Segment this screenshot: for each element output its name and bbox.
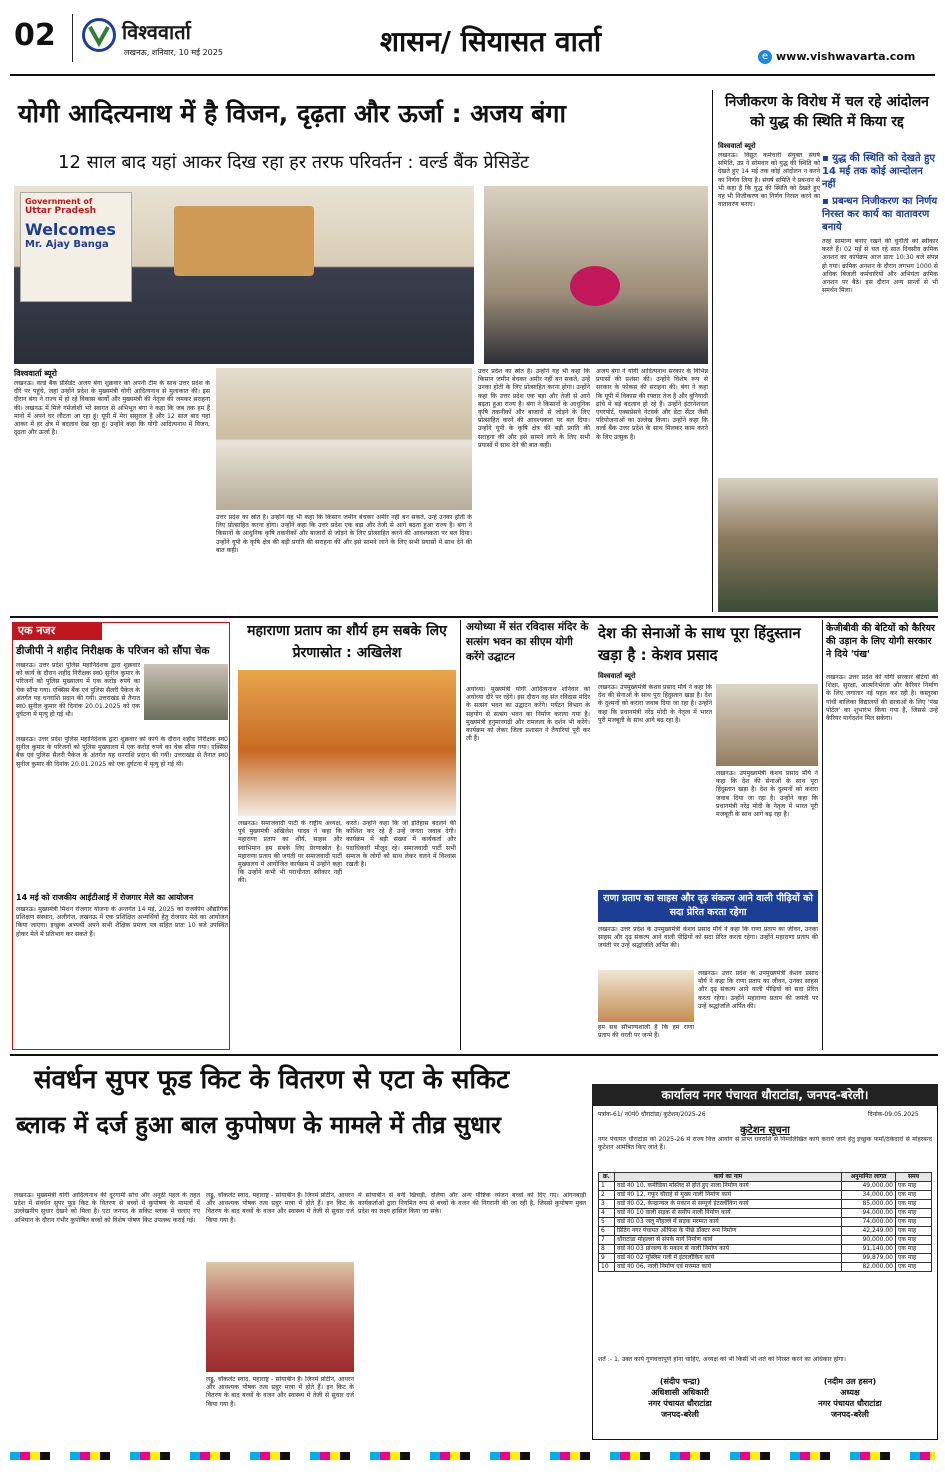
table-cell: 82,000.00: [842, 1263, 896, 1272]
strike-bullet-1: ▪ युद्ध की स्थिति को देखते हुए 14 मई तक कोई आन्दोलन नहीं: [822, 153, 935, 190]
table-cell: वार्ड नं0 03 प्रांजल्य के मकान से नाली निर्माण कार्य: [615, 1245, 842, 1254]
table-cell: 99,879.00: [842, 1254, 896, 1263]
lead-body-col2: उत्तर प्रदेश का स्रोत है। उन्होंने यह भी कहा कि किसान जमीन बेचकर अमीर नहीं बन सकते, उन्हें उनका होती के लिए प्रोत्साहित करना होगा। उन्होंने कहा कि उत्तर प्रदेश एक बड़ा और तेजी से आगे बढ़ता हुआ राज्य है। बंगा ने किसानों के आधुनिक कृषि तकनीकों और बाजारों से जोड़ने के लिए प्रोत्साहित करने की आवश्यकता पर बल दिया। उन्होंने यूपी के कृषि क्षेत्र की बड़ी प्रगति की सराहना की और इसे सामने लाने के लिए सभी प्रयासों में साथ देने की बात कही।: [478, 368, 590, 449]
lead-photo-meeting: [14, 186, 474, 364]
sign-left-title: अधिशासी अधिकारी: [651, 1388, 709, 1397]
strike-photo: [718, 478, 938, 612]
table-row: [599, 1263, 932, 1272]
lead-body-col1: लखनऊ। वर्ल्ड बैंक प्रेसिडेंट अजय बंगा शुक्रवार को अपनी टीम के साथ उत्तर प्रदेश के दौरे पर पहुंचे, जहां उन्होंने प्रदेश के मुख्यमंत्री योगी आदित्यनाथ से मुलाकात की। इस दौरान बंगा ने राज्य में हो रहे विकास कार्यों और मुख्यमंत्री की नेतृत्व की जमकर सराहना की। लखनऊ में मिले गर्मजोशी भरे स्वागत से अभिभूत बंगा ने कहा कि जब तक हम हैं मानो में अपने घर लौटता आ रहा हूं। यूपी में मेरा ससुराल है और 12 साल बाद यहां आकर में हर क्षेत्र में बदलाव देख रहा हूं। उन्होंने कहा कि योगी आदित्यनाथ में विजन, दृढ़ता और ऊर्जा है।: [14, 380, 210, 437]
table-cell: वार्ड नं0 12, गफूर चौराहे से मुख्य नाली निर्माण कार्य: [615, 1191, 842, 1200]
table-cell: वार्ड नं0 03 जलू मौहल्ले में सड़क मरम्मत कार्य: [615, 1218, 842, 1227]
pratap-headline-text: महाराणा प्रताप का शौर्य हम सबके लिए प्रेरणास्रोत : अखिलेश: [247, 623, 447, 661]
table-cell: 7: [599, 1236, 615, 1245]
table-cell: एक माह: [896, 1263, 932, 1272]
table-cell: वार्ड नं0 06, नाली निर्माण एवं मरम्मत कार्य: [615, 1263, 842, 1272]
rana-body: लखनऊ। उत्तर प्रदेश के उपमुख्यमंत्री केशव प्रसाद मौर्य ने कहा कि राणा प्रताप का जीवन, उनका साहस और दृढ़ संकल्प आने वाली पीढ़ियों को सदा प्रेरित करता रहेगा। उन्होंने महाराणा प्रताप की जयंती पर उन्हें श्रद्धांजलि अर्पित की।: [598, 926, 818, 950]
sign-right-office: नगर पंचायत धौराटांडा: [818, 1399, 882, 1408]
table-cell: धौराटांडा मोहल्ला से संपर्क मार्ग निर्माण कार्य: [615, 1236, 842, 1245]
lead-body-col3: अजय बंगा ने योगी आदित्यनाथ सरकार के विभिन्न प्रयासों की प्रशंसा की। उन्होंने विशेष रूप से सरकार के फोकस की सराहना की। बंगा ने कहा कि यूपी में विकास की रफ्तार तेज है और बुनियादी ढांचे में बड़े बदलाव हो रहे हैं। उन्होंने इंटरनेशनल एयरपोर्ट, एक्सप्रेसवे नेटवर्क और डेटा सेंटर जैसी परियोजनाओं का उल्लेख किया। उन्होंने कहा कि वर्ल्ड बैंक उत्तर प्रदेश के साथ मिलकर काम करने के लिए उत्सुक है।: [596, 368, 708, 441]
kgbv-headline: केजीबीवी की बेटियों को कैरियर की उड़ान के लिए योगी सरकार ने दिये 'पंख': [826, 623, 935, 660]
website-icon: e: [758, 50, 772, 64]
strike-headline: निजीकरण के विरोध में चल रहे आंदोलन को युद्ध की स्थिति में किया रद्द: [725, 94, 929, 130]
keshav-headline: देश की सेनाओं के साथ पूरा हिंदुस्तान खड़ा है : केशव प्रसाद: [598, 624, 801, 664]
tender-table: [598, 1172, 932, 1272]
table-cell: एक माह: [896, 1200, 932, 1209]
table-cell: 34,000.00: [842, 1191, 896, 1200]
brand-name: विश्ववार्ता: [122, 20, 191, 44]
table-row: [599, 1254, 932, 1263]
dgp-body-cont: लखनऊ। उत्तर प्रदेश पुलिस महानिदेशक द्वारा शुक्रवार को कार्य के दौरान शहीद निरीक्षक स्व0 सुनील कुमार के परिजनों को पुलिस मुख्यालय में एक करोड़ रुपये का चेक सौंपा गया। एक्सिस बैंक एवं पुलिस सैलरी पैकेज के अंतर्गत यह धनराशि प्रदान की गयी। उत्तराखंड से तैनात स्व0 सुनील कुमार की दिनांक 20.01.2025 को एक दुर्घटना में मृत्यु हो गई थी।: [16, 736, 228, 768]
col-divider-2: [460, 620, 461, 1050]
col-header: कार्य का नाम: [615, 1173, 842, 1182]
sign-right-name: (नदीम उल हसन): [823, 1377, 877, 1386]
table-cell: 91,140.00: [842, 1245, 896, 1254]
table-cell: एक माह: [896, 1236, 932, 1245]
rana-caption: हम सब सौभाग्यशाली हैं कि हम राणा प्रताप की धरती पर जन्मे हैं।: [598, 1024, 694, 1040]
pratap-body2: करते। उन्होंने कहा कि जो इतिहास बदलने की कोशिश कर रहे हैं उन्हें जनता जवाब देगी। कार्यक्रम में बड़ी संख्या में कार्यकर्ता और पदाधिकारी मौजूद रहे। समाजवादी पार्टी सभी समाज के लोगों को साथ लेकर चलने में विश्वास रखती है।: [346, 820, 456, 869]
table-row: [599, 1182, 932, 1191]
table-cell: वार्ड नं0 02 मुस्लिम गली में इंटरलॉकिंग कार्य: [615, 1254, 842, 1263]
table-cell: 4: [599, 1209, 615, 1218]
masthead-rule: [10, 74, 935, 76]
masthead: [0, 0, 945, 82]
lead-photo-bouquet: [484, 186, 708, 364]
iti-body: लखनऊ। मुख्यमंत्री मिशन रोजगार योजना के अन्तर्गत 14 मई, 2025 को राजकीय औद्योगिक प्रशिक्षण संस्थान, अलीगंज, लखनऊ में एक प्रशिक्षित अभ्यर्थियों हेतु रोजगार मेले का आयोजन किया जाएगा। इच्छुक अभ्यर्थी अपने सभी शैक्षिक प्रमाण पत्र सहित प्रातः 10 बजे उपस्थित होकर मेले में प्रतिभाग कर सकते हैं।: [16, 906, 228, 938]
sign-left-office: नगर पंचायत धौराटांडा: [648, 1399, 712, 1408]
table-cell: 90,000.00: [842, 1236, 896, 1245]
table-cell: एक माह: [896, 1182, 932, 1191]
table-cell: प्रिंटिंग नगर पंचायत ऑफिस के पीछे डॉक्टर रूम निर्माण: [615, 1227, 842, 1236]
tender-sign-right: [770, 1376, 930, 1420]
ek-nazar-label: एक नजर: [12, 622, 102, 640]
table-cell: 10: [599, 1263, 615, 1272]
keshav-photo: [716, 684, 818, 766]
print-color-bar: [10, 1452, 935, 1460]
banner-line4: Mr. Ajay Banga: [25, 239, 109, 250]
nutrition-body3: में सोयाबीन से बनी खिचड़ी, दलिया और अन्य पौष्टिक व्यंजन बच्चों को दिए गए। आंगनबाड़ी कार्यकर्ताओं द्वारा नियमित रूप से बच्चों के वजन की निगरानी की जा रही है, जिससे कुपोषण मुक्त प्रदेश का लक्ष्य हासिल किया जा सके।: [358, 1192, 586, 1216]
table-cell: एक माह: [896, 1245, 932, 1254]
col-header: क्र.: [599, 1173, 615, 1182]
banner-line2: Uttar Pradesh: [25, 206, 96, 216]
tender-sign-left: [600, 1376, 760, 1420]
rana-photo: [598, 970, 694, 1022]
table-cell: 49,000.00: [842, 1182, 896, 1191]
dgp-headline: डीजीपी ने शहीद निरीक्षक के परिजन को सौंपा चेक: [16, 645, 210, 657]
section-rule-2: [10, 1054, 938, 1056]
table-cell: एक माह: [896, 1254, 932, 1263]
table-cell: वार्ड नं0 10, कमीडिया मस्जिद से होते हुए नाला निर्माण कार्य: [615, 1182, 842, 1191]
tender-table-header: [599, 1173, 932, 1182]
table-cell: 94,000.00: [842, 1209, 896, 1218]
lead-subhead: 12 साल बाद यहां आकर दिख रहा हर तरफ परिवर्तन : वर्ल्ड बैंक प्रेसिडेंट: [58, 152, 530, 173]
lead-headline: योगी आदित्यनाथ में है विजन, दृढ़ता और ऊर्जा : अजय बंगा: [18, 99, 566, 128]
rana-headline: राणा प्रताप का साहस और दृढ़ संकल्प आने वाली पीढ़ियों को सदा प्रेरित करता रहेगा: [598, 890, 818, 922]
dgp-body: लखनऊ। उत्तर प्रदेश पुलिस महानिदेशक द्वारा शुक्रवार को कार्य के दौरान शहीद निरीक्षक स्व0 सुनील कुमार के परिजनों को पुलिस मुख्यालय में एक करोड़ रुपये का चेक सौंपा गया। एक्सिस बैंक एवं पुलिस सैलरी पैकेज के अंतर्गत यह धनराशि प्रदान की गयी। उत्तराखंड से तैनात स्व0 सुनील कुमार की दिनांक 20.01.2025 को एक दुर्घटना में मृत्यु हो गई थी।: [16, 662, 140, 719]
table-cell: 85,000.00: [842, 1200, 896, 1209]
table-cell: वार्ड नं0 10 वाली सड़क से समीप नाली निर्माण कार्य: [615, 1209, 842, 1218]
table-cell: 6: [599, 1227, 615, 1236]
table-cell: 3: [599, 1200, 615, 1209]
col-divider-3: [822, 620, 823, 1050]
nutrition-body2-cont: लड्डू, चॉकलेट स्वाद, महाराष्ट्र - सोयाबीन हैं। जिनमें प्रोटीन, आयरन और आवश्यक पोषक तत्व प्रचुर मात्रा में होते हैं। इन किट के वितरण के बाद बच्चों के वजन और स्वास्थ्य में तेजी से सुधार दर्ज किया गया है।: [206, 1376, 354, 1408]
table-cell: एक माह: [896, 1209, 932, 1218]
lead-byline: विश्ववार्ता ब्यूरो: [14, 369, 57, 378]
table-cell: 42,249.00: [842, 1227, 896, 1236]
strike-byline: विश्ववार्ता ब्यूरो: [718, 142, 756, 150]
col-divider: [712, 90, 713, 612]
page-number-divider: [72, 14, 73, 62]
sign-left-name: (संदीप चन्द्रा): [659, 1377, 701, 1386]
table-cell: 8: [599, 1245, 615, 1254]
table-row: [599, 1209, 932, 1218]
ayodhya-body: अयोध्या। मुख्यमंत्री योगी आदित्यनाथ शनिवार को अयोध्या दौरे पर रहेंगे। इस दौरान वह संत रविदास मंदिर के सत्संग भवन का उद्घाटन करेंगे। पर्यटन विभाग के सहयोग से सत्संग भवन का निर्माण कराया गया है। मुख्यमंत्री हनुमानगढ़ी और रामलला के दर्शन भी करेंगे। कार्यक्रम को लेकर जिला प्रशासन ने तैयारियां पूरी कर ली हैं।: [466, 686, 590, 743]
table-row: [599, 1245, 932, 1254]
brand-logo: [82, 18, 116, 52]
website-url[interactable]: www.vishwavarta.com: [776, 50, 916, 63]
strike-bullet-2: ▪ प्रबन्धन निजीकरण का निर्णय निरस्त कर कार्य का वातावरण बनाये: [822, 196, 938, 233]
tender-note: शर्तें :- 1. उक्त कार्य गुणवत्तापूर्ण होना चाहिए, अध्यक्ष को भी किसी भी शर्त को निरस्त करने का अधिकार होगा।: [598, 1356, 846, 1363]
ayodhya-headline: अयोध्या में संत रविदास मंदिर के सत्संग भवन का सीएम योगी करेंगे उद्घाटन: [466, 621, 589, 663]
kgbv-body: लखनऊ। उत्तर प्रदेश की योगी सरकार बेटियों की शिक्षा, सुरक्षा, आत्मनिर्भरता और कैरियर निर्माण के लिए लगातार नई पहल कर रही है। कस्तूरबा गांधी बालिका विद्यालयों की छात्राओं के लिए 'पंख पोर्टल' का शुभारंभ किया गया है, जिससे उन्हें कैरियर मार्गदर्शन मिल सकेगा।: [826, 674, 938, 723]
table-cell: 2: [599, 1191, 615, 1200]
nutrition-headline-2: ब्लाक में दर्ज हुआ बाल कुपोषण के मामले में तीव्र सुधार: [16, 1111, 501, 1139]
nutrition-body1: लखनऊ। मुख्यमंत्री योगी आदित्यनाथ की दूरगामी सोच और अनूठी पहल के तहत प्रदेश में संवर्धन सुपर फूड किट के वितरण से बच्चों में कुपोषण के मामलों में उल्लेखनीय सुधार देखने को मिला है। एटा जनपद के सकिट ब्लाक में चलाए गए अभियान के दौरान गंभीर कुपोषित बच्चों को विशेष पोषण किट उपलब्ध कराई गई।: [14, 1192, 200, 1224]
strike-body1: लखनऊ। विद्युत कर्मचारी संयुक्त संघर्ष समिति, उप्र ने सोमवार को युद्ध की स्थिति को देखते हुए 14 मई तक कोई आंदोलन न करने का निर्णय लिया है। संघर्ष समिति ने प्रबन्धन से भी कहा है कि युद्ध की स्थिति को देखते हुए वह भी निजीकरण का निर्णय निरस्त करने का वातावरण बनाए।: [718, 152, 820, 209]
table-row: [599, 1227, 932, 1236]
v-logo-icon: [85, 21, 113, 49]
tender-title: कुटेशन सूचना: [740, 1125, 790, 1136]
pratap-photo: [238, 670, 456, 816]
table-cell: एक माह: [896, 1227, 932, 1236]
welcome-banner: [20, 192, 132, 302]
col-header: अनुमानित लागत: [842, 1173, 896, 1182]
page-number: 02: [14, 18, 56, 53]
table-row: [599, 1236, 932, 1245]
table-row: [599, 1218, 932, 1227]
pratap-body1: लखनऊ। समाजवादी पार्टी के राष्ट्रीय अध्यक्ष, पूर्व मुख्यमंत्री अखिलेश यादव ने कहा कि महाराणा प्रताप का शौर्य, साहस और स्वाभिमान हम सबके लिए प्रेरणास्रोत है। महाराणा प्रताप की जयंती पर समाजवादी पार्टी मुख्यालय में आयोजित कार्यक्रम में उन्होंने कहा कि उन्होंने कभी भी पराधीनता स्वीकार नहीं की।: [238, 820, 342, 885]
iti-headline: 14 मई को राजकीय आईटीआई में रोजगार मेले का आयोजन: [16, 893, 194, 902]
dgp-photo: [144, 664, 228, 720]
sign-left-district: जनपद-बरेली: [661, 1410, 699, 1419]
keshav-body: लखनऊ। उपमुख्यमंत्री केशव प्रसाद मौर्य ने कहा कि देश की सेनाओं के साथ पूरा हिंदुस्तान खड़ा है। देश के दुश्मनों को करारा जवाब दिया जा रहा है। उन्होंने कहा कि प्रधानमंत्री नरेंद्र मोदी के नेतृत्व में भारत पूरी मजबूती के साथ आगे बढ़ रहा है।: [598, 684, 712, 724]
section-rule-1: [10, 616, 938, 618]
tender-ref: पत्रांक-61/ न0पं0 धौराटांडा/ कुटेशन/2025-26: [598, 1111, 706, 1118]
table-row: [599, 1191, 932, 1200]
table-cell: 1: [599, 1182, 615, 1191]
table-cell: 9: [599, 1254, 615, 1263]
nutrition-body2: लड्डू, चॉकलेट स्वाद, महाराष्ट्र - सोयाबीन हैं। जिनमें प्रोटीन, आयरन और आवश्यक पोषक तत्व प्रचुर मात्रा में होते हैं। इन किट के वितरण के बाद बच्चों के वजन और स्वास्थ्य में तेजी से सुधार दर्ज किया गया है।: [206, 1192, 354, 1224]
sign-right-title: अध्यक्ष: [840, 1388, 860, 1397]
col-header: समय: [896, 1173, 932, 1182]
nutrition-photo: [206, 1262, 354, 1372]
banner-line3: Welcomes: [25, 220, 116, 239]
nutrition-headline-1: संवर्धन सुपर फूड किट के वितरण से एटा के सकिट: [34, 1065, 510, 1095]
table-cell: एक माह: [896, 1218, 932, 1227]
table-row: [599, 1200, 932, 1209]
table-cell: एक माह: [896, 1191, 932, 1200]
strike-body2: तरह सामान्य बनाए रखने की चुनौती को स्वीकार करते हैं। 02 मई से चल रहे सात दिवसीय क्रमिक अनशन का कार्यक्रम आज प्रातः 10:30 बजे संपन्न हो गया। क्रमिक अनशन के दौरान लगभग 1000 से अधिक बिजली कर्मचारियों और अभियंता क्रमिक अनशन पर बैठे। इस दौरान अन्य प्रान्तों से भी समर्थन मिला।: [822, 238, 938, 295]
table-cell: 74,000.00: [842, 1218, 896, 1227]
section-title: शासन/ सियासत वार्ता: [380, 25, 602, 58]
keshav-body-cont: लखनऊ। उपमुख्यमंत्री केशव प्रसाद मौर्य ने कहा कि देश की सेनाओं के साथ पूरा हिंदुस्तान खड़ा है। देश के दुश्मनों को करारा जवाब दिया जा रहा है। उन्होंने कहा कि प्रधानमंत्री नरेंद्र मोदी के नेतृत्व में भारत पूरी मजबूती के साथ आगे बढ़ रहा है।: [716, 770, 818, 819]
tender-date: दिनांक-09.05.2025: [868, 1111, 919, 1118]
tender-office: कार्यालय नगर पंचायत धौराटांडा, जनपद-बरेली।: [592, 1084, 938, 1106]
lead-body-bottom: उत्तर प्रदेश का स्रोत है। उन्होंने यह भी कहा कि किसान जमीन बेचकर अमीर नहीं बन सकते, उन्हें उनका होती के लिए प्रोत्साहित करना होगा। उन्होंने कहा कि उत्तर प्रदेश एक बड़ा और तेजी से आगे बढ़ता हुआ राज्य है। बंगा ने किसानों के आधुनिक कृषि तकनीकों और बाजारों से जोड़ने के लिए प्रोत्साहित करने की आवश्यकता पर बल दिया। उन्होंने यूपी के कृषि क्षेत्र की बड़ी प्रगति की सराहना की और इसे सामने लाने के लिए सभी प्रयासों में साथ देने की बात कही।: [216, 514, 472, 554]
table-cell: 5: [599, 1218, 615, 1227]
tender-intro: नगर पंचायत धौराटांडा को 2025-26 में राज्य वित्त आयोग से प्राप्त धनराशि से निम्नलिखित कार्य कराये जाने हेतु इच्छुक फर्मों/ठेकेदारों से मोहरबन्द कुटेशन आमंत्रित किए जाते हैं।: [598, 1136, 932, 1152]
dateline: लखनऊ, शनिवार, 10 मई 2025: [124, 48, 223, 57]
lead-photo-table: [216, 368, 472, 510]
table-cell: वार्ड नं0 02, केन्द्रान्चल के मकान से सम्पूर्ण इंटरलॉकिंग कार्य: [615, 1200, 842, 1209]
strike-bullets: [822, 152, 938, 234]
sign-right-district: जनपद-बरेली: [831, 1410, 869, 1419]
keshav-byline: विश्ववार्ता ब्यूरो: [598, 672, 636, 680]
banner-line1: Government of: [25, 197, 93, 206]
rana-body-cont: लखनऊ। उत्तर प्रदेश के उपमुख्यमंत्री केशव प्रसाद मौर्य ने कहा कि राणा प्रताप का जीवन, उनका साहस और दृढ़ संकल्प आने वाली पीढ़ियों को सदा प्रेरित करता रहेगा। उन्होंने महाराणा प्रताप की जयंती पर उन्हें श्रद्धांजलि अर्पित की।: [698, 970, 818, 1010]
